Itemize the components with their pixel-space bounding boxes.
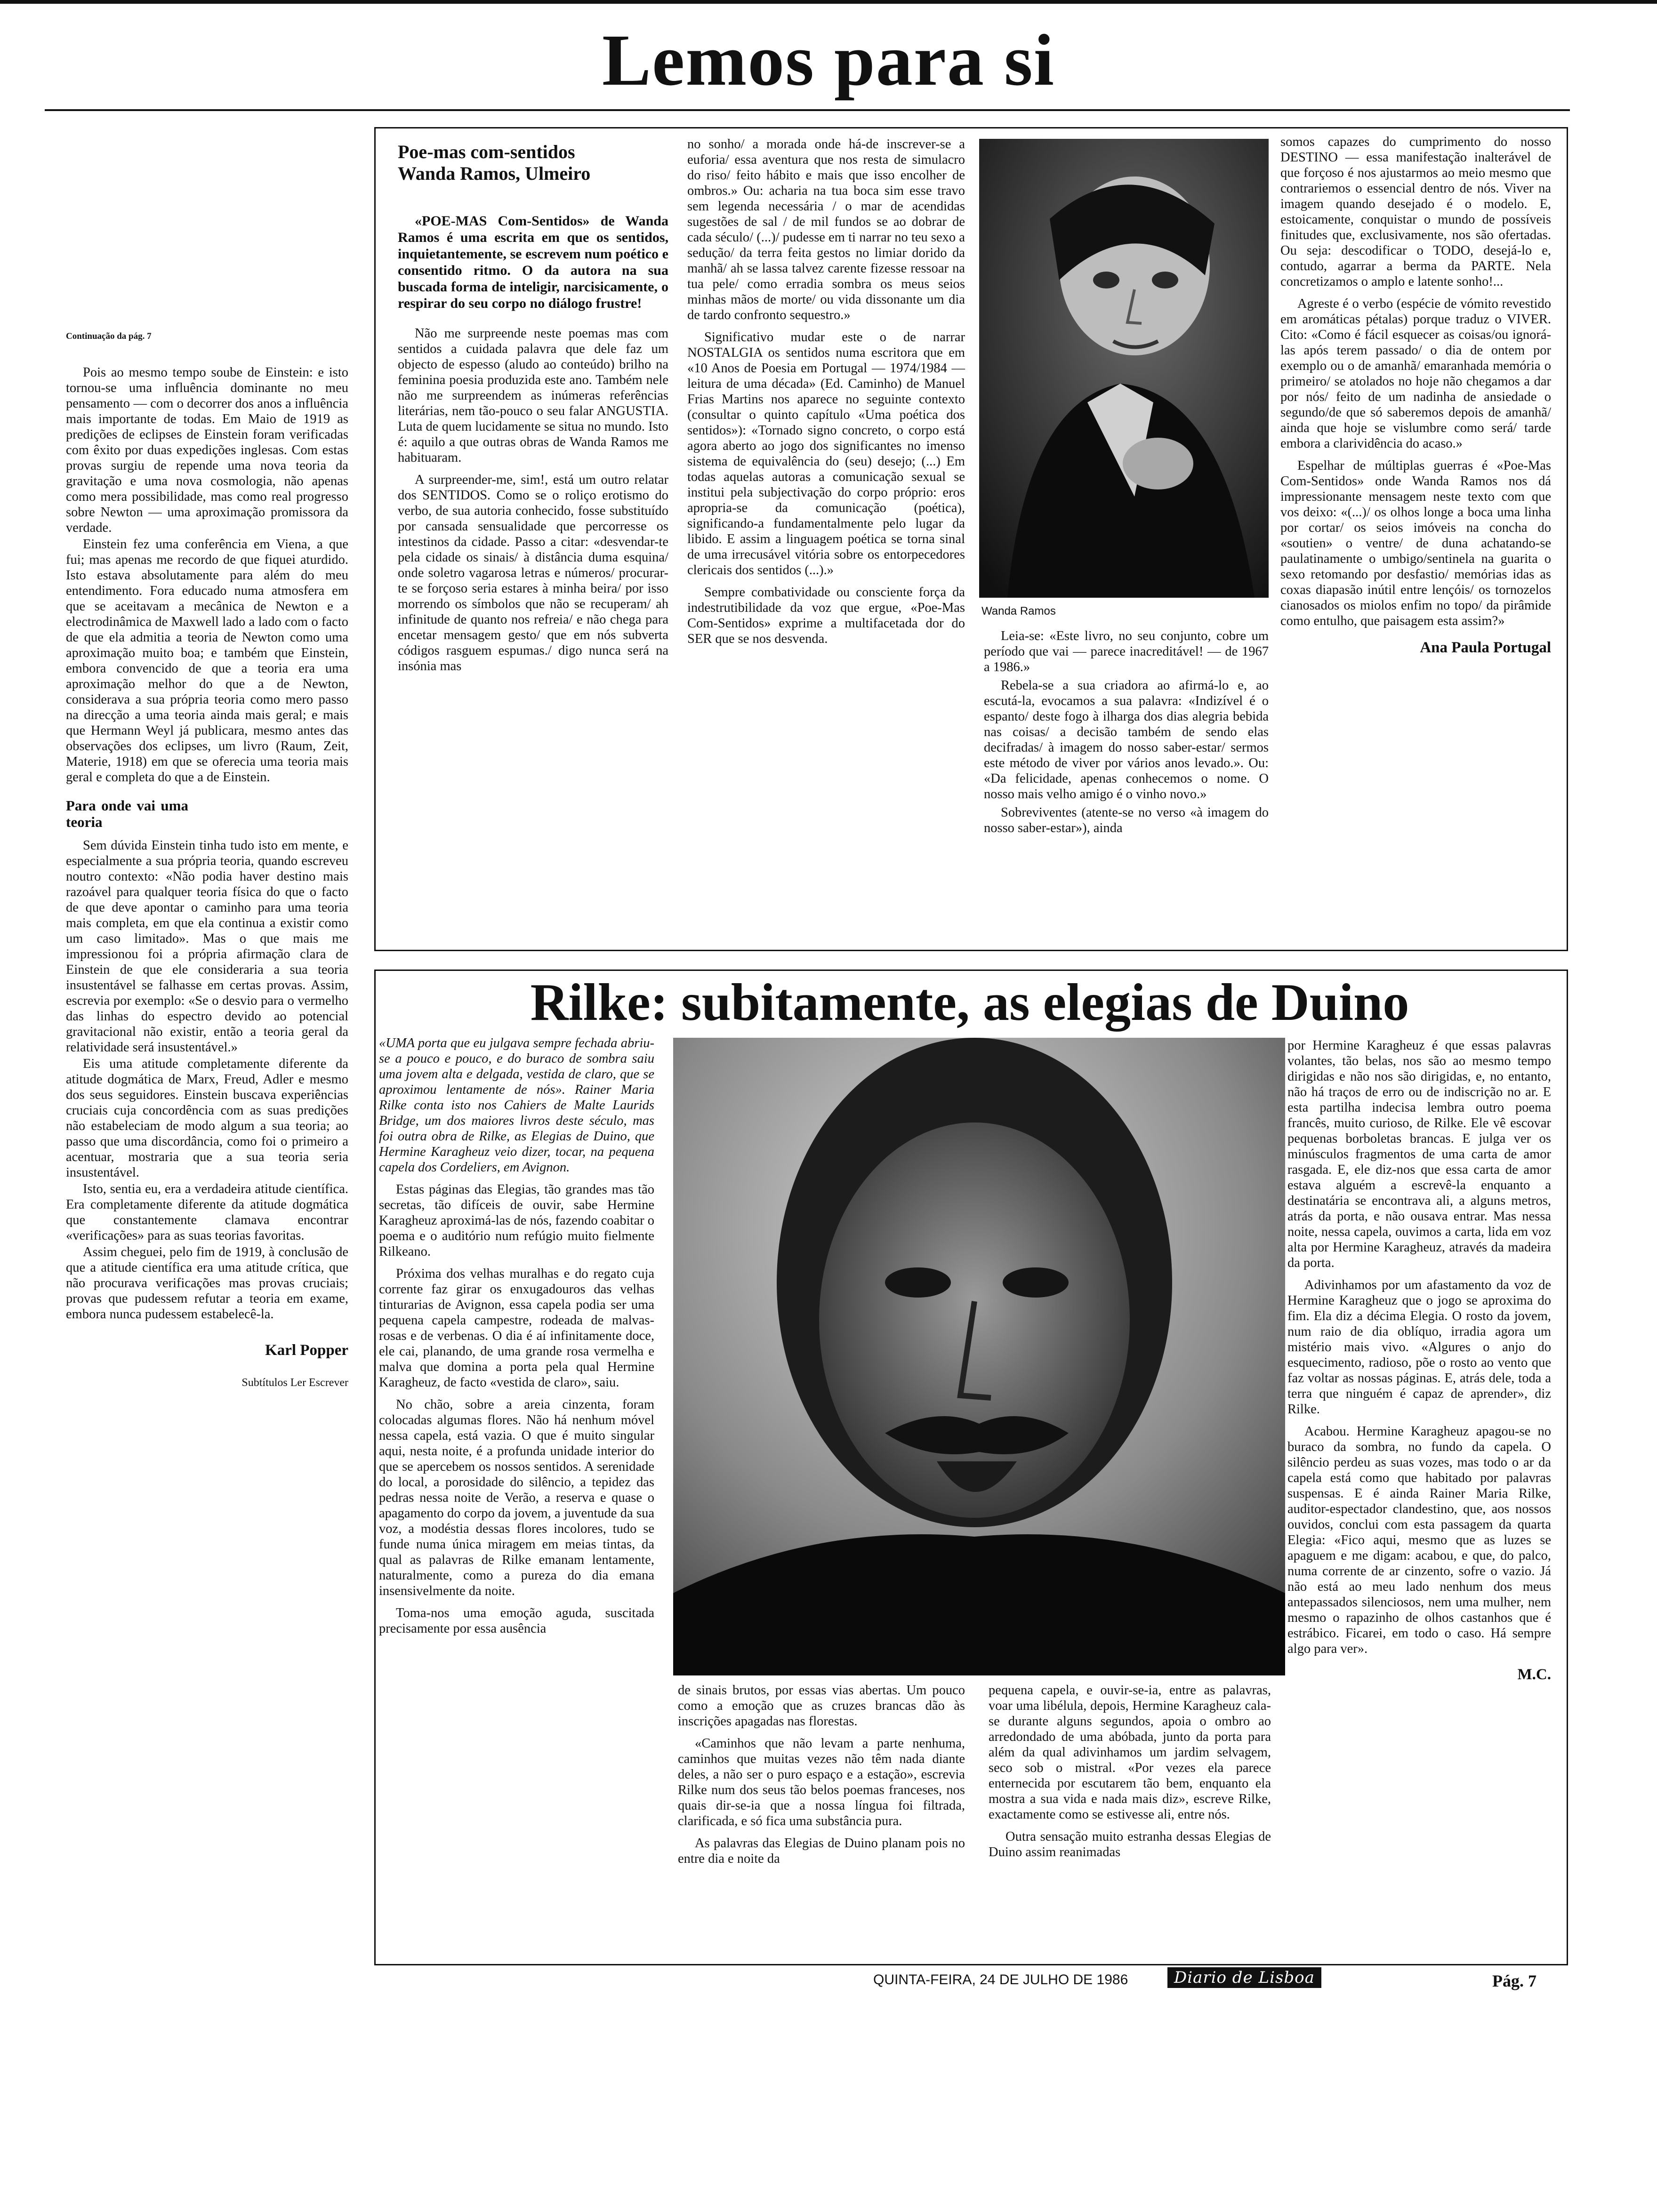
paragraph: Leia-se: «Este livro, no seu conjunto, cobre um período que vai — parece inacreditável! — de 1967 a 1986.»	[984, 629, 1269, 674]
rilke-photo	[673, 1038, 1285, 1675]
paragraph: Significativo mudar este o de narrar NOSTALGIA os sentidos numa escritora que em «10 Anos de Poesia em Portugal — 1974/1984 — leitura de uma década» (Ed. Caminho) de Manuel Frias Martins nos aparece no seguinte contexto (consultar o quinto capítulo «Uma poética dos sentidos»): «Tornado signo concreto, o corpo está agora aberto ao jogo dos significantes no imenso sistema de equivalência do (seu) desejo; (...) Em todas aquelas autoras a comunicação sexual se institui pela subjectivação do corpo próprio: eros apropria-se da comunicação (poética), significando-a fundamentalmente pelo lugar da libido. E assim a linguagem poética se torna sinal de uma irrecusável vitória sobre os entorpecedores clericais dos sentidos (...).»	[687, 330, 965, 577]
paragraph: Sobreviventes (atente-se no verso «à imagem do nosso saber-estar»), ainda	[984, 805, 1269, 835]
paragraph: Toma-nos uma emoção aguda, suscitada precisamente por essa ausência	[379, 1606, 654, 1636]
paragraph: Assim cheguei, pelo fim de 1919, à conclusão de que a atitude científica era uma atitude crítica, que não procurava verificações mas provas cruciais; provas que pudessem refutar a teoria em exame, embora nunca pudessem estabelecê-la.	[66, 1245, 348, 1322]
paragraph: Rebela-se a sua criadora ao afirmá-lo e, ao escutá-la, evocamos a sua palavra: «Indizível é o espanto/ deste fogo à ilharga dos dias alegria bebida nas coisas/ a decisão também de sendo elas decifradas/ à imagem do nosso saber-estar/ sermos este método de viver por vários anos levado.». Ou: «Da felicidade, apenas conhecemos o nome. O nosso mais velho amigo é o vinho novo.»	[984, 678, 1269, 801]
paragraph: Pois ao mesmo tempo soube de Einstein: e isto tornou-se uma influência dominante no meu pensamento — com o decorrer dos anos a influência mais importante de todas. Em Maio de 1919 as predições de eclipses de Einstein foram verificadas com êxito por duas expedições inglesas. Com estas provas surgiu de repende uma nova teoria da gravitação e uma nova cosmologia, não apenas como mera possibilidade, mas como real progresso sobre Newton — uma aproximação promissora da verdade.	[66, 365, 348, 535]
portrait-image	[979, 139, 1269, 598]
rilke-col-3	[989, 1683, 1271, 1860]
paragraph: A surpreender-me, sim!, está um outro relatar dos SENTIDOS. Como se o roliço erotismo do verbo, de sua autoria conhecido, fosse substituído por cansada sensualidade que percorresse os intestinos da cidade. Passo a citar: «desvendar-te pela cidade os sinais/ à distância duma esquina/ onde soletro vagarosa letras e números/ procurar-te se forçoso seria estares à minha beira/ por isso morrendo os símbolos que não se recuperam/ ah infinitude de quanto nos refreia/ e não chega para encetar mensagem gesto/ que em nós subverta códigos rasguem espumas./ digo nunca será na insónia mas	[398, 473, 668, 673]
paragraph: Próxima dos velhas muralhas e do regato cuja corrente faz girar os enxugadouros das velhas tinturarias de Avignon, essa capela podia ser uma pequena capela campestre, rodeada de malvas-rosas e de verbenas. O dia é aí infinitamente doce, ele cai, planando, de uma grande rosa vermelha e malva que domina a porta pela qual Hermine Karagheuz, de facto «vestida de claro», saiu.	[379, 1266, 654, 1390]
paragraph: somos capazes do cumprimento do nosso DESTINO — essa manifestação inalterável de que forçoso é nos ajustarmos ao meio mesmo que contrariemos o essencial dentro de nós. Viver na imagem quando desejado é o modelo. E, estoicamente, conquistar o mundo de possíveis finitudes que, exclusivamente, nos são ofertadas. Ou seja: descodificar o TODO, desejá-lo e, contudo, agarrar a berma da PARTE. Nela concretizamos o amplo e latente sonho!...	[1280, 135, 1551, 289]
paragraph: Einstein fez uma conferência em Viena, a que fui; mas apenas me recordo de que fiquei aturdido. Isto estava absolutamente para além do meu entendimento. Fora educado numa atmosfera em que se aceitavam a mecânica de Newton e a electrodinâmica de Maxwell lado a lado com o facto de que ela admitia a teoria de Newton como uma aproximação muito boa; e também que Einstein, embora convencido de que a teoria era uma aproximação melhor do que a de Newton, considerava a sua própria teoria como mero passo na direcção a uma teoria ainda mais geral; e mais que Hermann Weyl já publicara, mesmo antes das observações dos eclipses, um livro (Raum, Zeit, Materie, 1918) em que se oferecia uma teoria mais geral e completa do que a de Einstein.	[66, 537, 348, 785]
photo-caption: Wanda Ramos	[981, 605, 1056, 617]
review-title-1: Poe-mas com-sentidos	[398, 141, 575, 162]
top-border	[0, 0, 1657, 4]
paragraph: As palavras das Elegias de Duino planam pois no entre dia e noite da	[678, 1836, 965, 1866]
paragraph: pequena capela, e ouvir-se-ia, entre as palavras, voar uma libélula, depois, Hermine Karagheuz cala-se durante alguns segundos, apoia o ombro ao arredondado de uma abóbada, junto da porta para além da qual adivinhamos um jardim selvagem, seco sob o mistral. «Por vezes ela parece enternecida por escutarem tão bem, enquanto ela mostra a sua vida e nada mais diz», escreve Rilke, exactamente como se estivesse ali, entre nós.	[989, 1683, 1271, 1822]
popper-article	[66, 329, 348, 1391]
continuation-note: Continuação da pág. 7	[66, 331, 152, 341]
review-author: Ana Paula Portugal	[1420, 639, 1551, 656]
review-col-4	[1280, 134, 1551, 656]
paragraph: «Caminhos que não levam a parte nenhuma, caminhos que muitas vezes não têm nada diante deles, a não ser o puro espaço e a estação», escrevia Rilke num dos seus tão belos poemas franceses, nos quais dir-se-ia que a nossa língua foi filtrada, clarificada, e só fica uma substância pura.	[678, 1736, 965, 1828]
rilke-portrait-image	[673, 1038, 1285, 1675]
paragraph: Espelhar de múltiplas guerras é «Poe-Mas Com-Sentidos» onde Wanda Ramos nos dá impressionante mensagem neste texto com que vos deixo: «(...)/ os olhos longe a boca uma linha por cortar/ os seios imóveis na concha do «soutien» o ventre/ de duna achatando-se paulatinamente o umbigo/sentinela na guarita o sexo retomando por desfastio/ memórias idas as coxas diapasão inútil entre lençóis/ os tornozelos cianosados os miolos enfim no topo/ da pirâmide como entulho, que paisagem esta assim?»	[1280, 458, 1551, 628]
author-photo	[979, 139, 1269, 598]
paragraph: No chão, sobre a areia cinzenta, foram colocadas algumas flores. Não há nenhum móvel nessa capela, está vazia. O que é muito singular aqui, nesta noite, é a profunda unidade interior do que se apercebem os nossos sentidos. A serenidade do local, a porosidade do silêncio, a tepidez das pedras nessa noite de Verão, a reserva e quase o apagamento do corpo da jovem, a juventude da sua voz, a modéstia dessas flores incolores, tudo se funde numa única miragem em meias tintas, da qual as palavras de Rilke emanam lentamente, naturalmente, como a pureza do dia emana insensivelmente da noite.	[379, 1397, 654, 1598]
footer-page: Pág. 7	[1492, 1972, 1536, 1990]
review-col-3	[984, 628, 1269, 836]
review-title-2: Wanda Ramos, Ulmeiro	[398, 163, 591, 184]
paragraph: Eis uma atitude completamente diferente da atitude dogmática de Marx, Freud, Adler e mesmo dos seus seguidores. Einstein buscava experiências cruciais cuja concordência com as suas predições não estabeleciam de modo algum a sua teoria; ao passo que uma discordância, como foi o primeiro a acentuar, mostraria que a sua teoria seria insustentável.	[66, 1057, 348, 1180]
rilke-col-4	[1287, 1038, 1551, 1683]
footer-paper-logo	[1167, 1967, 1321, 1988]
footer-date: QUINTA-FEIRA, 24 DE JULHO DE 1986	[873, 1972, 1128, 1988]
paragraph: no sonho/ a morada onde há-de inscrever-se a euforia/ essa aventura que nos resta de simulacro do riso/ feito hábito e mais que isso encolher de ombros.» Ou: acharia na tua boca sim esse travo sem legenda necessária / o mar de acendidas sugestões de sal / de mil fundos se ao dobrar de cada século/ (...)/ pudesse em ti narrar no teu sexo a sedução/ da terra feita gestos no limiar dorido da manhã/ ah se lassa talvez carente fizesse ressoar na tua pele/ como erradia sombra os meus seios minhas mãos de morte/ ou vida dissonante um dia de tardo confronto sequestro.»	[687, 137, 965, 322]
rilke-headline: Rilke: subitamente, as elegias de Duino	[530, 973, 1409, 1032]
paragraph: Não me surpreende neste poemas mas com sentidos a cuidada palavra que dele faz um objecto de espesso (aludo ao conteúdo) brilho na feminina poesia produzida este ano. Também nele não me surpreendem as inúmeras referências literárias, nem tão-pouco o seu falar ANGUSTIA. Luta de quem lucidamente se situa no mundo. Isto é: aquilo a que outras obras de Wanda Ramos me habituaram.	[398, 326, 668, 465]
subheading: Para onde vai uma teoria	[66, 797, 188, 830]
section-title: Lemos para si	[602, 19, 1055, 101]
paragraph: Sem dúvida Einstein tinha tudo isto em mente, e especialmente a sua própria teoria, quando escreveu noutro contexto: «Não podia haver destino mais razoável para qualquer teoria física do que o facto de que deve apontar o caminho para uma teoria mais completa, em que ela continua a existir como um caso limitado». Mas o que mais me impressionou foi a própria afirmação clara de Einstein de que ele consideraria a sua teoria insustentável se falhasse em certas provas. Assim, escrevia por exemplo: «Se o desvio para o vermelho das linhas do espectro devido ao potencial gravitacional não existir, então a teoria geral da relatividade será insustentável.»	[66, 838, 348, 1055]
paragraph: Estas páginas das Elegias, tão grandes mas tão secretas, tão difíceis de ouvir, sabe Hermine Karagheuz aproximá-las de nós, fazendo coabitar o poema e o auditório num refúgio muito fielmente Rilkeano.	[379, 1182, 654, 1259]
paragraph: Acabou. Hermine Karagheuz apagou-se no buraco da sombra, no fundo da capela. O silêncio perdeu as suas vozes, mas todo o ar da capela está como que habitado por palavras suspensas. E é ainda Rainer Maria Rilke, auditor-espectador clandestino, que, aos nossos ouvidos, conclui com esta passagem da quarta Elegia: «Fico aqui, mesmo que as luzes se apaguem e me digam: acabou, e que, do palco, numa corrente de ar cinzento, sofre o vazio. Já não está ao meu lado nenhum dos meus antepassados silenciosos, nem uma mulher, nem mesmo o rapazinho de olhos castanhos que é estrábico. Ficarei, em todo o caso. Há sempre algo para ver».	[1287, 1424, 1551, 1656]
rilke-col-1	[379, 1035, 654, 1636]
masthead-rule	[45, 109, 1570, 111]
paragraph: Agreste é o verbo (espécie de vómito revestido em aromáticas pétalas) porque traduz o VIVER. Cito: «Como é fácil esquecer as coisas/ou ignorá-las após terem passado/ o dia de ontem por exemplo ou o de amanhã/ emaranhada memória o primeiro/ se atolados no hoje não chegamos a dar por nós/ feito de um nadinha de ansiedade o segundo/de que só saberemos depois de amanhã/ ainda que hoje se vislumbre como será/ tarde embora a clarividência do acaso.»	[1280, 297, 1551, 451]
paragraph: por Hermine Karagheuz é que essas palavras volantes, tão belas, nos são ao mesmo tempo dirigidas e não nos são dirigidas, e, no entanto, não há traços de erro ou de indiscrição no ar. E esta partilha indecisa lembra outro poema francês, muito curioso, de Rilke. Ele vê escovar pequenas borboletas brancas. E julga ver os minúsculos fragmentos de uma carta de amor rasgada. E, ele diz-nos que essa carta de amor estava alguém a escrevê-la enquanto a destinatária se encontrava ali, a alguns metros, atrás da porta, e não ousava entrar. Mas nessa noite, nessa capela, ouvimos a carta, lida em voz alta por Hermine Karagheuz, através da madeira da porta.	[1287, 1038, 1551, 1270]
paragraph: «UMA porta que eu julgava sempre fechada abriu-se a pouco e pouco, e do buraco de sombra saiu uma jovem alta e delgada, vestida de claro, que se aproximou lentamente de nós». Rainer Maria Rilke conta isto nos Cahiers de Malte Laurids Bridge, um dos maiores livros deste século, mas foi outra obra de Rilke, as Elegias de Duino, que Hermine Karagheuz veio dizer, tocar, na pequena capela dos Cordeliers, em Avignon.	[379, 1036, 654, 1175]
paragraph: Adivinhamos por um afastamento da voz de Hermine Karagheuz que o jogo se aproxima do fim. Ela diz a décima Elegia. O rosto da jovem, num raio de dia oblíquo, irradia agora um mistério mais vivo. «Algures o anjo do esquecimento, radioso, põe o rosto ao vento que faz voltar as nossas páginas. E, atrás dele, toda a terra que ninguém é capaz de aprender», diz Rilke.	[1287, 1278, 1551, 1417]
rilke-col-2	[678, 1683, 965, 1867]
paragraph: Isto, sentia eu, era a verdadeira atitude científica. Era completamente diferente da atitude dogmática que constantemente clamava encontrar «verificações» para as suas teorias favoritas.	[66, 1182, 348, 1243]
subtitles-note: Subtítulos Ler Escrever	[241, 1377, 348, 1389]
review-col-2	[687, 136, 965, 647]
rilke-author: M.C.	[1517, 1666, 1551, 1683]
paper-name: Diario de Lisboa	[1167, 1967, 1321, 1988]
paragraph: Outra sensação muito estranha dessas Elegias de Duino assim reanimadas	[989, 1829, 1271, 1859]
paragraph: de sinais brutos, por essas vias abertas. Um pouco como a emoção que as cruzes brancas dão às inscrições apagadas nas florestas.	[678, 1683, 965, 1729]
author-byline: Karl Popper	[265, 1342, 348, 1359]
paragraph: Sempre combatividade ou consciente força da indestrutibilidade da voz que ergue, «Poe-Mas Com-Sentidos» exprime a multifacetada dor do SER que se nos desvenda.	[687, 585, 965, 646]
paragraph: «POE-MAS Com-Sentidos» de Wanda Ramos é uma escrita em que os sentidos, inquietantemente, se escrevem num poético e consentido ritmo. O da autora na sua buscada forma de inteligir, narcisicamente, o respirar do seu corpo no diálogo frustre!	[398, 213, 668, 311]
review-col-1	[398, 141, 668, 674]
